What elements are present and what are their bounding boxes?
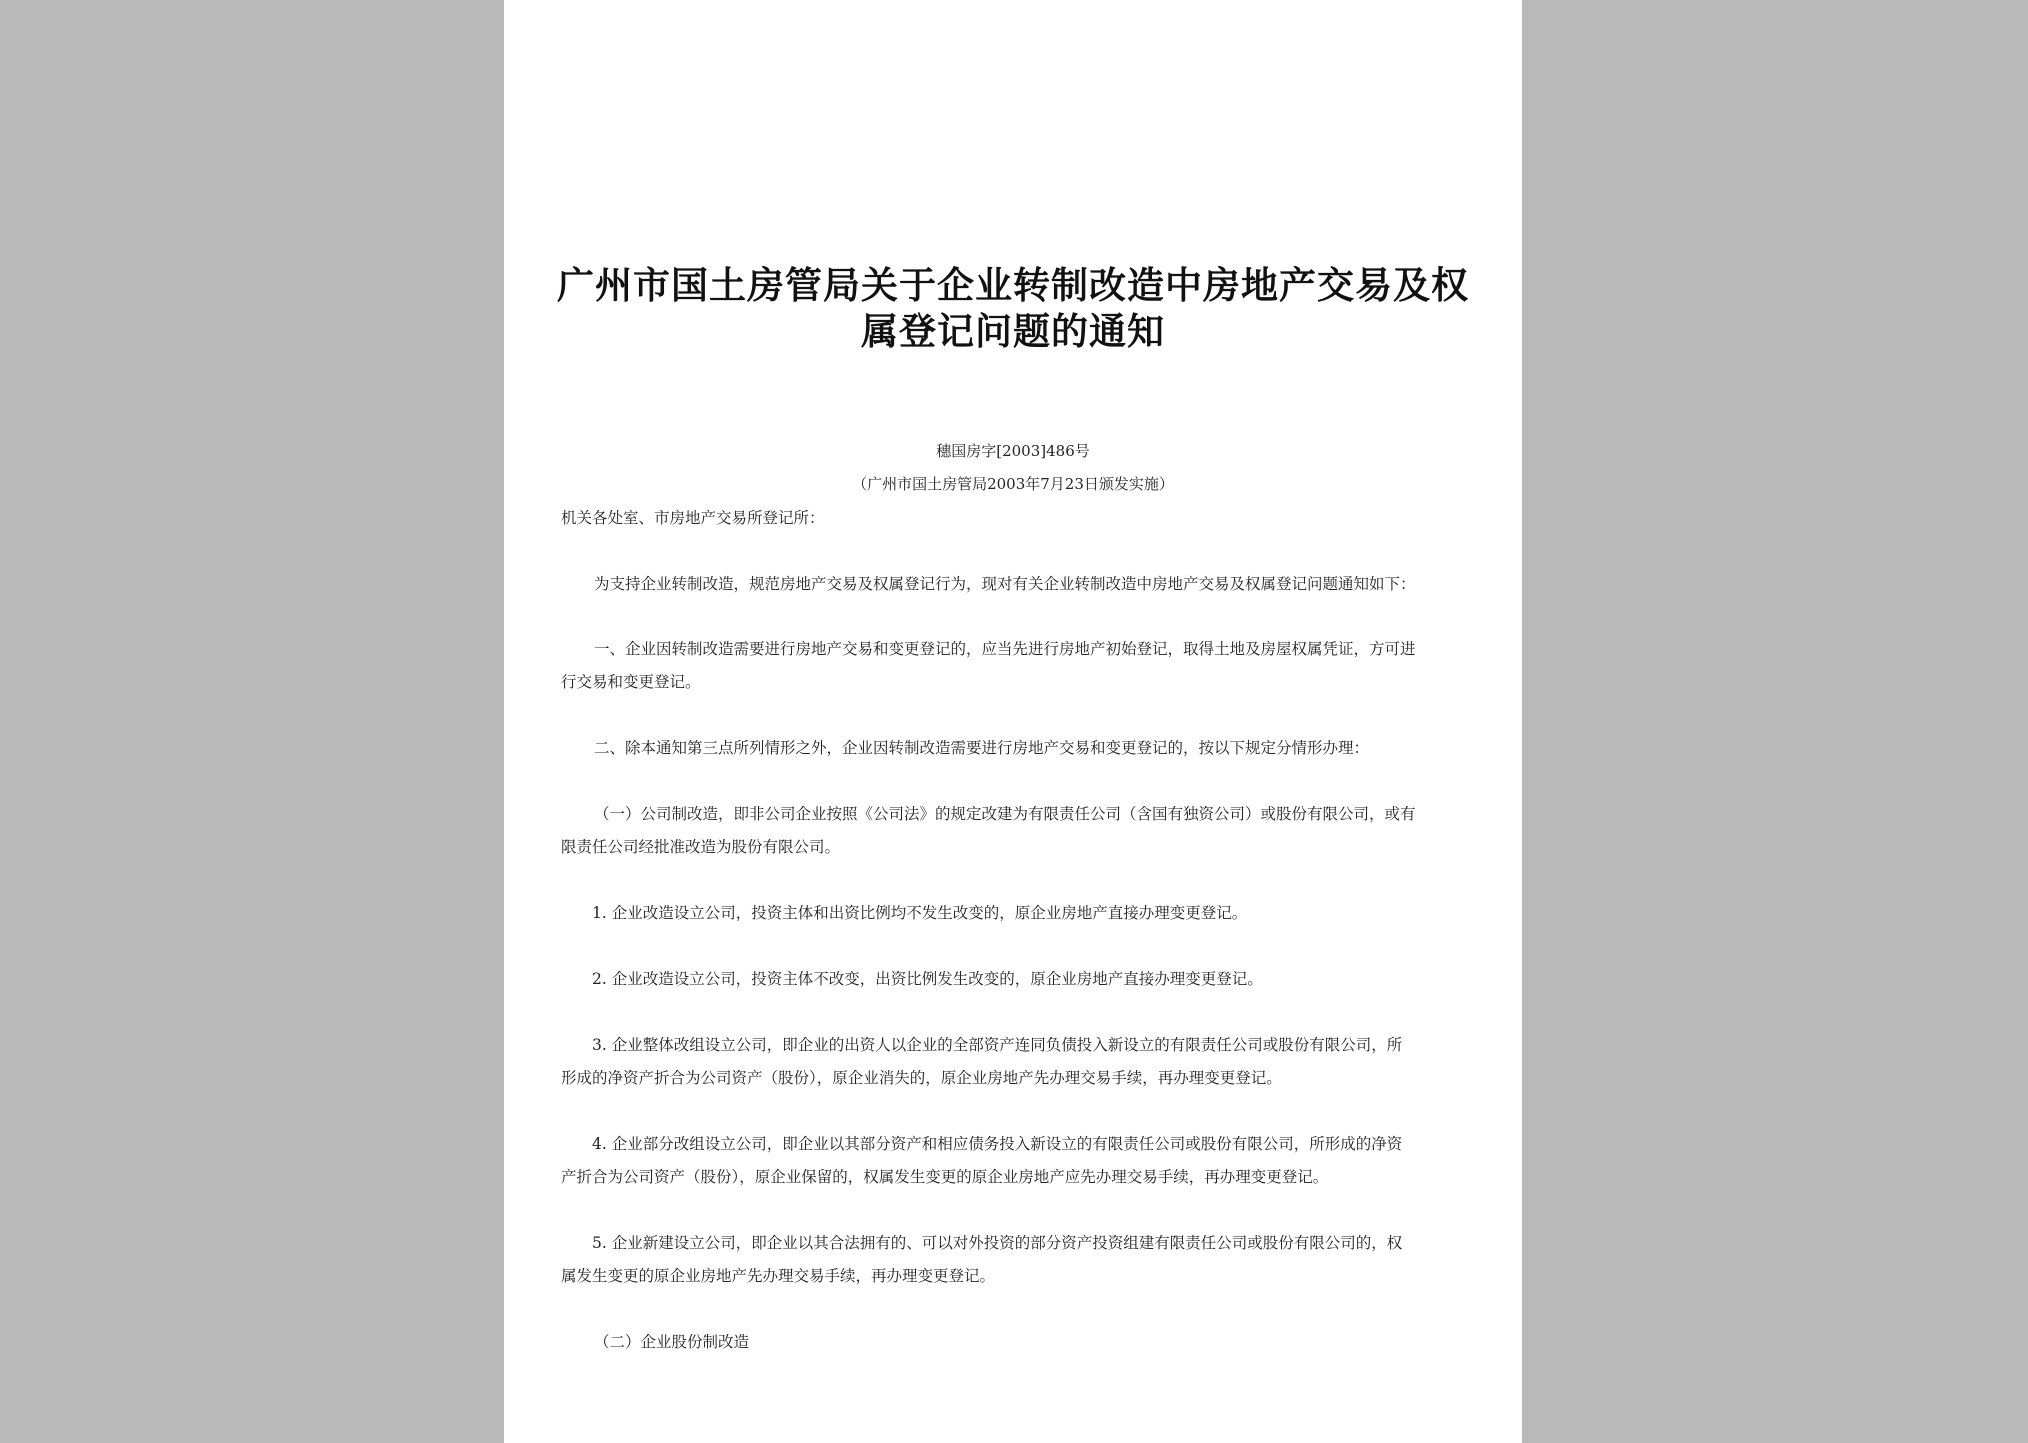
point-1: 1. 企业改造设立公司，投资主体和出资比例均不发生改变的，原企业房地产直接办理变更登记。 [592,904,1248,922]
sub-1-line-1: （一）公司制改造，即非公司企业按照《公司法》的规定改建为有限责任公司（含国有独资公司）或股份有限公司，或有 [594,805,1416,823]
document-page [504,0,1522,1443]
title-line-1: 广州市国土房管局关于企业转制改造中房地产交易及权 [557,263,1469,307]
point-5-line-2: 属发生变更的原企业房地产先办理交易手续，再办理变更登记。 [561,1267,996,1285]
point-4-line-2: 产折合为公司资产（股份），原企业保留的，权属发生变更的原企业房地产应先办理交易手续，再办理变更登记。 [561,1168,1329,1186]
point-5-line-1: 5. 企业新建设立公司，即企业以其合法拥有的、可以对外投资的部分资产投资组建有限责任公司或股份有限公司的，权 [592,1234,1403,1252]
document-title [544,262,1482,354]
sub-2-heading: （二）企业股份制改造 [594,1333,750,1351]
point-2: 2. 企业改造设立公司，投资主体不改变，出资比例发生改变的，原企业房地产直接办理变更登记。 [592,970,1263,988]
point-3-line-1: 3. 企业整体改组设立公司，即企业的出资人以企业的全部资产连同负债投入新设立的有限责任公司或股份有限公司，所 [592,1036,1403,1054]
issue-info: （广州市国土房管局2003年7月23日颁发实施） [852,475,1174,493]
sub-1-line-2: 限责任公司经批准改造为股份有限公司。 [561,838,841,856]
item-2: 二、除本通知第三点所列情形之外，企业因转制改造需要进行房地产交易和变更登记的，按以下规定分情形办理： [594,739,1370,757]
intro-paragraph: 为支持企业转制改造，规范房地产交易及权属登记行为，现对有关企业转制改造中房地产交易及权属登记问题通知如下： [594,575,1416,593]
addressee: 机关各处室、市房地产交易所登记所： [561,509,825,527]
title-line-2: 属登记问题的通知 [861,309,1165,353]
document-number: 穗国房字[2003]486号 [936,442,1090,460]
item-1-line-1: 一、企业因转制改造需要进行房地产交易和变更登记的，应当先进行房地产初始登记，取得土地及房屋权属凭证，方可进 [594,640,1416,658]
item-1-line-2: 行交易和变更登记。 [561,673,701,691]
point-4-line-1: 4. 企业部分改组设立公司，即企业以其部分资产和相应债务投入新设立的有限责任公司或股份有限公司，所形成的净资 [592,1135,1403,1153]
point-3-line-2: 形成的净资产折合为公司资产（股份），原企业消失的，原企业房地产先办理交易手续，再办理变更登记。 [561,1069,1282,1087]
